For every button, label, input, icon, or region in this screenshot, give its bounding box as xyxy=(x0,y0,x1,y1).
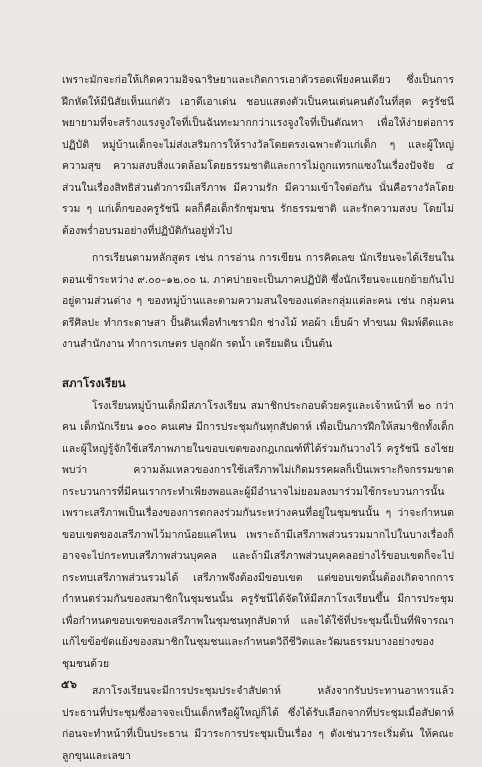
council-paragraph-1: โรงเรียนหมู่บ้านเด็กมีสภาโรงเรียน สมาชิกประกอบด้วยครูและเจ้าหน้าที่ ๒๐ กว่าคน เด็กนักเรียน ๑๐๐ คนเศษ มีการประชุมกันทุกสัปดาห์ เพื่อเป็นการฝึกให้สมาชิกทั้งเด็กและผู้ใหญ่รู้จักใช้เสรีภาพภายในขอบเขตของกฎเกณฑ์ที่ได้ร่วมกันวางไว้ ครูรัชนี ธงไชยพบว่า ความล้มเหลวของการใช้เสรีภาพไม่เกิดมรรคผลก็เป็นเพราะกิจกรรมขาดกระบวนการที่มีคนเรากระทำเพียงพอและผู้มีอำนาจไม่ยอมลงมาร่วมใช้กระบวนการนั้น เพราะเสรีภาพเป็นเรื่องของการตกลงร่วมกันระหว่างคนที่อยู่ในชุมชนนั้น ๆ ว่าจะกำหนดขอบเขตของเสรีภาพไว้มากน้อยแค่ไหน เพราะถ้ามีเสรีภาพส่วนรวมมากไปในบางเรื่องก็อาจจะไปกระทบเสรีภาพส่วนบุคคล และถ้ามีเสรีภาพส่วนบุคคลอย่างไร้ขอบเขตก็จะไปกระทบเสรีภาพส่วนรวมได้ เสรีภาพจึงต้องมีขอบเขต แต่ขอบเขตนั้นต้องเกิดจากการกำหนดร่วมกันของสมาชิกในชุมชนนั้น ครูรัชนีได้จัดให้มีสภาโรงเรียนขึ้น มีการประชุมเพื่อกำหนดขอบเขตของเสรีภาพในชุมชนทุกสัปดาห์ และได้ใช้ที่ประชุมนี้เป็นที่พิจารณาแก้ไขข้อขัดแย้งของสมาชิกในชุมชนและกำหนดวิถีชีวิตและวัฒนธรรมบางอย่างของชุมชนด้วย xyxy=(62,399,454,670)
page-number: ๕๖ xyxy=(61,678,78,691)
council-paragraph-2: สภาโรงเรียนจะมีการประชุมประจำสัปดาห์ หลังจากรับประทานอาหารแล้ว ประธานที่ประชุมซึ่งอาจจะเป็นเด็กหรือผู้ใหญ่ก็ได้ ซึ่งได้รับเลือกจากที่ประชุมเมื่อสัปดาห์ก่อนจะทำหน้าที่เป็นประธาน มีวาระการประชุมเป็นเรื่อง ๆ ดังเช่นวาระเริ่มต้น ให้คณะลูกขุนและเลขา xyxy=(62,685,454,762)
document-body xyxy=(62,70,454,767)
section-heading-school-council: สภาโรงเรียน xyxy=(62,375,126,390)
learning-paragraph: การเรียนตามหลักสูตร เช่น การอ่าน การเขียน การคิดเลข นักเรียนจะได้เรียนในตอนเช้าระหว่าง ๙.๐๐–๑๒.๐๐ น. ภาคบ่ายจะเป็นภาคปฏิบัติ ซึ่งนักเรียนจะแยกย้ายกันไปอยู่ตามส่วนต่าง ๆ ของหมู่บ้านและตามความสนใจของแต่ละกลุ่มแต่ละคน เช่น กลุ่มคนตรีศิลปะ ทำกระดาษสา ปั้นดินเพื่อทำเซรามิก ช่างไม้ ทอผ้า เย็บผ้า ทำขนม พิมพ์ดีดและงานสำนักงาน ทำการเกษตร ปลูกผัก รดน้ำ เตรียมดิน เป็นต้น xyxy=(62,252,454,350)
intro-paragraph: เพราะมักจะก่อให้เกิดความอิจฉาริษยาและเกิดการเอาตัวรอดเพียงคนเดียว ซึ่งเป็นการฝึกหัดให้มีนิสัยเห็นแก่ตัว เอาดีเอาเด่น ชอบแสดงตัวเป็นคนเด่นคนดังในที่สุด ครูรัชนีพยายามที่จะสร้างแรงจูงใจที่เป็นฉันทะมากกว่าแรงจูงใจที่เป็นตัณหา เพื่อให้ง่ายต่อการปฏิบัติ หมู่บ้านเด็กจะไม่ส่งเสริมการให้รางวัลโดยตรงเฉพาะตัวแก่เด็ก ๆ และผู้ใหญ่ ความสุข ความสงบสิ่งแวดล้อมโดยธรรมชาติและการไม่ถูกแทรกแซงในเรื่องปัจจัย ๔ ส่วนในเรื่องสิทธิส่วนตัวการมีเสรีภาพ มีความรัก มีความเข้าใจต่อกัน นั่นคือรางวัลโดยรวม ๆ แก่เด็กของครูรัชนี ผลก็คือเด็กรักชุมชน รักธรรมชาติ และรักความสงบ โดยไม่ต้องพร่ำอบรมอย่างที่ปฏิบัติกันอยู่ทั่วไป xyxy=(62,74,454,237)
